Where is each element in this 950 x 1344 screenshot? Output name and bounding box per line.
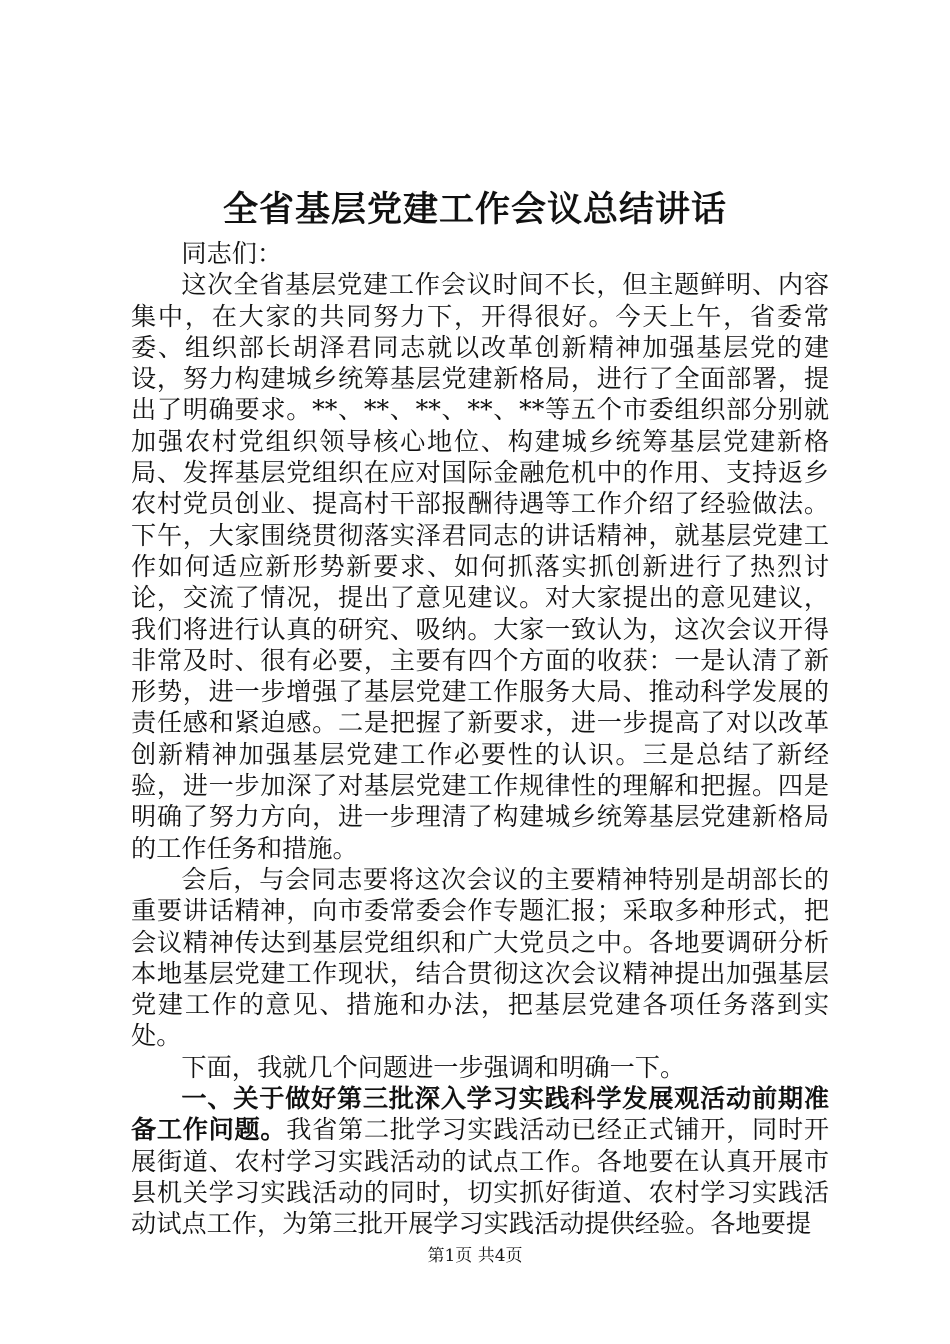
paragraph-2: 会后，与会同志要将这次会议的主要精神特别是胡部长的重要讲话精神，向市委常委会作专题汇报；采取多种形式，把会议精神传达到基层党组织和广大党员之中。各地要调研分析本地基层党建工作现状，结合贯彻这次会议精神提出加强基层党建工作的意见、措施和办法，把基层党建各项任务落到实处。 (131, 864, 829, 1051)
section-one-heading: 一、关于做好第三批深入学习实践科学发展观活动前期准备工作问题。 (131, 1084, 829, 1145)
section-one-text: 我省第二批学习实践活动已经正式铺开，同时开展街道、农村学习实践活动的试点工作。各地要在认真开展市县机关学习实践活动的同时，切实抓好街道、农村学习实践活动试点工作，为第三批开展学习实践活动提供经验。各地要提 (131, 1115, 830, 1239)
page-footer: 第1页 共4页 (427, 1246, 523, 1266)
document-body (131, 238, 829, 1240)
paragraph-1: 这次全省基层党建工作会议时间不长，但主题鲜明、内容集中，在大家的共同努力下，开得很好。今天上午，省委常委、组织部长胡泽君同志就以改革创新精神加强基层党的建设，努力构建城乡统筹基层党建新格局，进行了全面部署，提出了明确要求。**、**、**、**、**等五个市委组织部分别就加强农村党组织领导核心地位、构建城乡统筹基层党建新格局、发挥基层党组织在应对国际金融危机中的作用、支持返乡农村党员创业、提高村干部报酬待遇等工作介绍了经验做法。下午，大家围绕贯彻落实泽君同志的讲话精神，就基层党建工作如何适应新形势新要求、如何抓落实抓创新进行了热烈讨论，交流了情况，提出了意见建议。对大家提出的意见建议，我们将进行认真的研究、吸纳。大家一致认为，这次会议开得非常及时、很有必要，主要有四个方面的收获：一是认清了新形势，进一步增强了基层党建工作服务大局、推动科学发展的责任感和紧迫感。二是把握了新要求，进一步提高了对以改革创新精神加强基层党建工作必要性的认识。三是总结了新经验，进一步加深了对基层党建工作规律性的理解和把握。四是明确了努力方向，进一步理清了构建城乡统筹基层党建新格局的工作任务和措施。 (131, 270, 829, 863)
paragraph-3: 下面，我就几个问题进一步强调和明确一下。 (181, 1052, 686, 1082)
document-title: 全省基层党建工作会议总结讲话 (222, 190, 727, 230)
salutation: 同志们： (181, 239, 283, 268)
section-one-paragraph (131, 1083, 829, 1239)
